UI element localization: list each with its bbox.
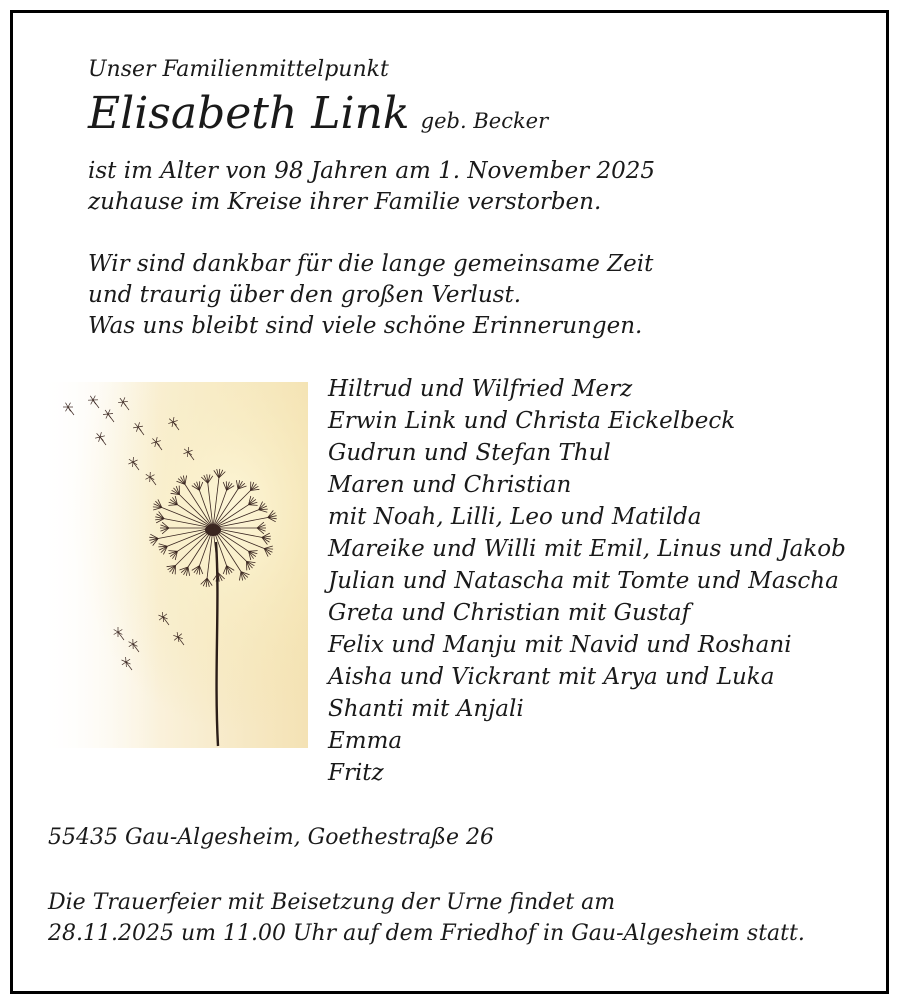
text-line: Die Trauerfeier mit Beisetzung der Urne findet am <box>48 890 616 915</box>
death-info <box>88 156 655 218</box>
family-line: Erwin Link und Christa Eickelbeck <box>328 408 736 434</box>
deceased-name: Elisabeth Link <box>88 88 410 139</box>
family-line: Mareike und Willi mit Emil, Linus und Jakob <box>328 536 846 562</box>
family-line: Greta und Christian mit Gustaf <box>328 600 691 626</box>
address: 55435 Gau-Algesheim, Goethestraße 26 <box>48 825 494 850</box>
family-line: Maren und Christian <box>328 472 572 498</box>
maiden-name: geb. Becker <box>420 109 549 133</box>
family-line: Shanti mit Anjali <box>328 696 524 722</box>
text-line: ist im Alter von 98 Jahren am 1. November 2025 <box>88 158 655 184</box>
text-line: zuhause im Kreise ihrer Familie verstorben. <box>88 189 602 215</box>
gratitude-text <box>88 249 653 342</box>
family-line: Julian und Natascha mit Tomte und Mascha <box>328 568 839 594</box>
flying-seed <box>108 414 113 415</box>
text-line: 28.11.2025 um 11.00 Uhr auf dem Friedhof in Gau-Algesheim statt. <box>48 921 805 946</box>
family-line: Fritz <box>328 760 384 786</box>
family-line: Emma <box>328 728 403 754</box>
funeral-info <box>48 887 805 949</box>
text-line: Wir sind dankbar für die lange gemeinsame Zeit <box>88 251 654 277</box>
family-list <box>328 373 846 789</box>
text-line: Was uns bleibt sind viele schöne Erinnerungen. <box>88 313 643 339</box>
family-line: Aisha und Vickrant mit Arya und Luka <box>328 664 775 690</box>
family-line: mit Noah, Lilli, Leo und Matilda <box>328 504 702 530</box>
family-line: Hiltrud und Wilfried Merz <box>328 376 633 402</box>
family-line: Felix und Manju mit Navid und Roshani <box>328 632 792 658</box>
name-row <box>88 88 548 139</box>
text-line: und traurig über den großen Verlust. <box>88 282 522 308</box>
family-line: Gudrun und Stefan Thul <box>328 440 611 466</box>
flying-seed <box>103 414 108 415</box>
intro-text: Unser Familienmittelpunkt <box>88 57 389 82</box>
dandelion-illustration <box>38 382 308 748</box>
flying-seed <box>133 462 134 467</box>
dandelion-image <box>38 382 308 748</box>
flying-seed <box>133 457 134 462</box>
